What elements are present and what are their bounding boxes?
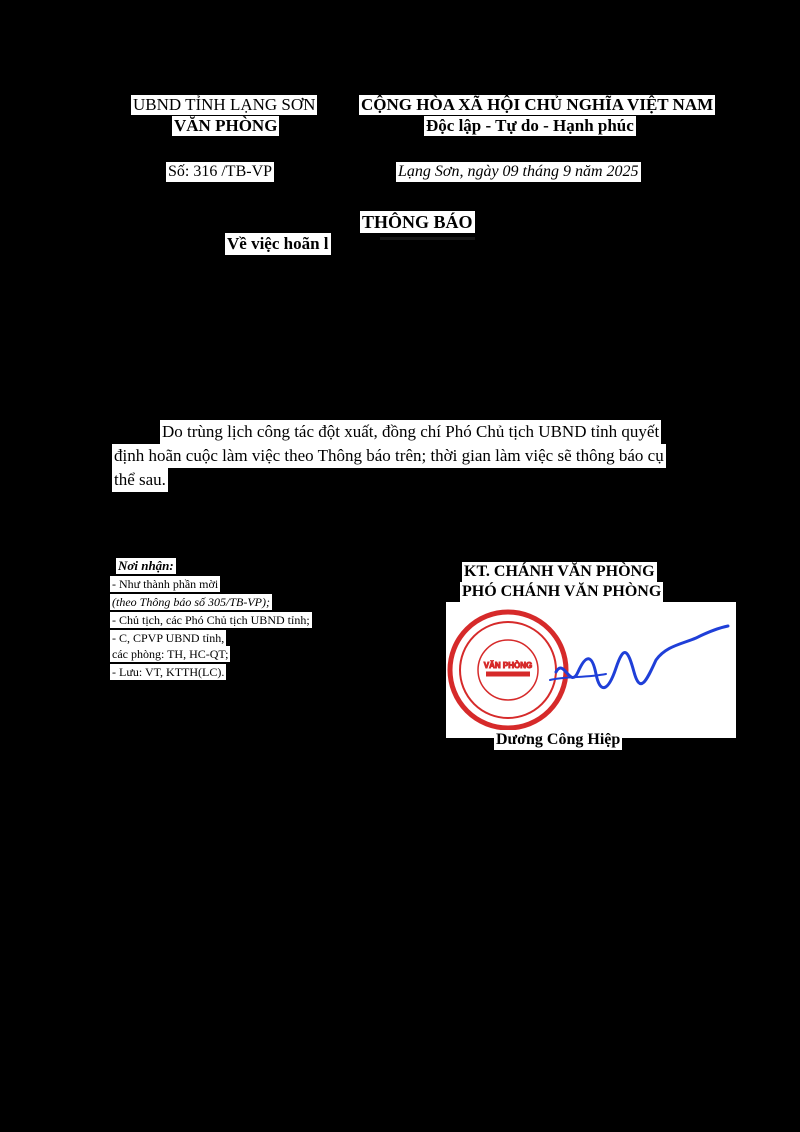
stamp-text: VĂN PHÒNG — [483, 661, 533, 670]
recipient-item: - Chủ tịch, các Phó Chủ tịch UBND tỉnh; — [112, 613, 310, 627]
stamp-inner-ring — [460, 622, 556, 718]
recipient-item: - Như thành phần mời — [112, 577, 219, 591]
national-title: CỘNG HÒA XÃ HỘI CHỦ NGHĨA VIỆT NAM — [361, 95, 714, 114]
document-subject: Về việc hoãn l — [227, 234, 329, 253]
national-motto: Độc lập - Tự do - Hạnh phúc — [426, 116, 634, 135]
document-number: Số: 316 /TB-VP — [168, 163, 273, 180]
place-and-date: Lạng Sơn, ngày 09 tháng 9 năm 2025 — [398, 163, 639, 180]
stamp-outer-ring — [450, 612, 566, 728]
body-line: thể sau. — [112, 468, 168, 492]
body-line: định hoãn cuộc làm việc theo Thông báo trên; thời gian làm việc sẽ thông báo cụ — [112, 444, 666, 468]
recipient-item: - Lưu: VT, KTTH(LC). — [112, 665, 225, 679]
recipients-title: Nơi nhận: — [118, 558, 174, 573]
recipient-item: (theo Thông báo số 305/TB-VP); — [112, 595, 270, 609]
signer-role-line1: KT. CHÁNH VĂN PHÒNG — [464, 563, 655, 580]
handwritten-signature — [556, 626, 728, 688]
recipient-item: các phòng: TH, HC-QT; — [112, 647, 229, 661]
signer-name: Dương Công Hiệp — [496, 731, 621, 748]
recipient-item: - C, CPVP UBND tỉnh, — [112, 631, 225, 645]
stamp-and-signature — [446, 602, 736, 738]
redacted-text-trace — [380, 235, 475, 241]
signer-role-line2: PHÓ CHÁNH VĂN PHÒNG — [462, 583, 662, 600]
body-line: Do trùng lịch công tác đột xuất, đồng chí Phó Chủ tịch UBND tỉnh quyết — [160, 420, 661, 444]
agency-name: UBND TỈNH LẠNG SƠN — [133, 95, 316, 114]
document-type: THÔNG BÁO — [362, 212, 473, 232]
office-name: VĂN PHÒNG — [174, 116, 278, 135]
stamp-center-ring — [478, 640, 538, 700]
stamp-seal-icon — [446, 602, 736, 738]
